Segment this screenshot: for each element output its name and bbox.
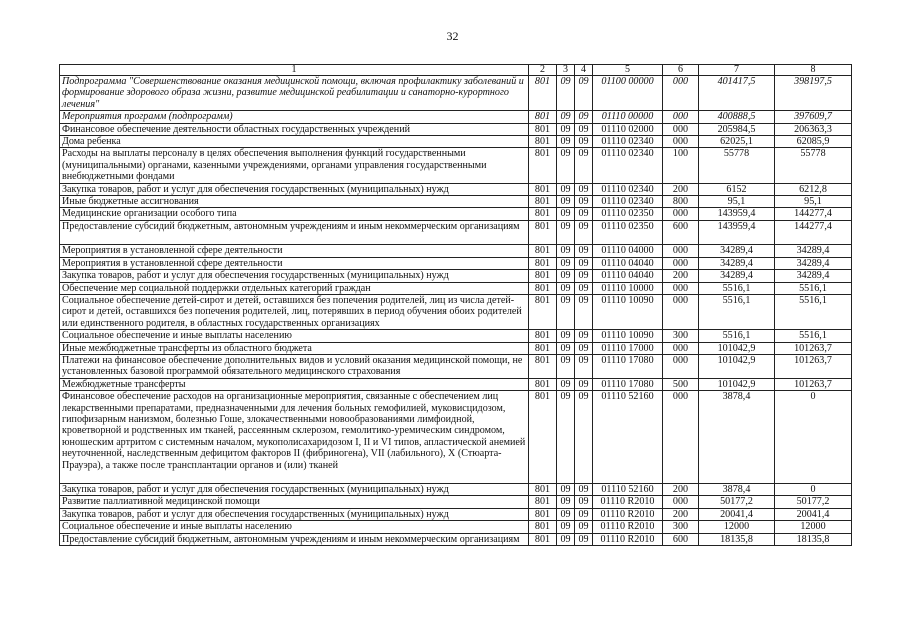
table-body bbox=[60, 76, 852, 546]
row-name-cell: Иные бюджетные ассигнования bbox=[60, 196, 529, 208]
amount-year1-cell: 101042,9 bbox=[699, 342, 775, 354]
table-row bbox=[60, 484, 852, 496]
expense-type-cell: 200 bbox=[663, 508, 699, 520]
table-row bbox=[60, 354, 852, 378]
admin-code-cell: 801 bbox=[529, 282, 557, 294]
amount-year2-cell: 34289,4 bbox=[775, 257, 852, 269]
row-name-cell: Подпрограмма "Совершенствование оказания медицинской помощи, включая профилактику заболеваний и формирование здорового образа жизни, развитие медицинской реабилитации и санаторно-курортного лечения" bbox=[60, 76, 529, 111]
expense-type-cell: 000 bbox=[663, 257, 699, 269]
expense-type-cell: 500 bbox=[663, 378, 699, 390]
target-article-cell: 01110 R2010 bbox=[593, 496, 663, 508]
amount-year2-cell: 34289,4 bbox=[775, 270, 852, 282]
subsection-cell: 09 bbox=[575, 76, 593, 111]
expense-type-cell: 000 bbox=[663, 294, 699, 329]
expense-type-cell: 600 bbox=[663, 220, 699, 244]
table-header bbox=[60, 65, 852, 76]
amount-year2-cell: 5516,1 bbox=[775, 294, 852, 329]
row-name-cell: Медицинские организации особого типа bbox=[60, 208, 529, 220]
amount-year2-cell: 34289,4 bbox=[775, 245, 852, 257]
section-cell: 09 bbox=[557, 111, 575, 123]
table-row bbox=[60, 136, 852, 148]
amount-year2-cell: 62085,9 bbox=[775, 136, 852, 148]
section-cell: 09 bbox=[557, 294, 575, 329]
table-row bbox=[60, 196, 852, 208]
column-header: 5 bbox=[593, 65, 663, 76]
amount-year2-cell: 206363,3 bbox=[775, 123, 852, 135]
section-cell: 09 bbox=[557, 123, 575, 135]
amount-year1-cell: 5516,1 bbox=[699, 330, 775, 342]
section-cell: 09 bbox=[557, 391, 575, 484]
expense-type-cell: 800 bbox=[663, 196, 699, 208]
section-cell: 09 bbox=[557, 183, 575, 195]
row-name-cell: Развитие паллиативной медицинской помощи bbox=[60, 496, 529, 508]
amount-year1-cell: 6152 bbox=[699, 183, 775, 195]
admin-code-cell: 801 bbox=[529, 378, 557, 390]
expense-type-cell: 300 bbox=[663, 330, 699, 342]
column-header: 8 bbox=[775, 65, 852, 76]
subsection-cell: 09 bbox=[575, 136, 593, 148]
subsection-cell: 09 bbox=[575, 294, 593, 329]
subsection-cell: 09 bbox=[575, 245, 593, 257]
amount-year1-cell: 95,1 bbox=[699, 196, 775, 208]
section-cell: 09 bbox=[557, 196, 575, 208]
target-article-cell: 01110 00000 bbox=[593, 111, 663, 123]
subsection-cell: 09 bbox=[575, 196, 593, 208]
admin-code-cell: 801 bbox=[529, 354, 557, 378]
subsection-cell: 09 bbox=[575, 148, 593, 183]
subsection-cell: 09 bbox=[575, 282, 593, 294]
amount-year2-cell: 50177,2 bbox=[775, 496, 852, 508]
subsection-cell: 09 bbox=[575, 220, 593, 244]
subsection-cell: 09 bbox=[575, 521, 593, 533]
expense-type-cell: 000 bbox=[663, 391, 699, 484]
table-row bbox=[60, 270, 852, 282]
section-cell: 09 bbox=[557, 257, 575, 269]
subsection-cell: 09 bbox=[575, 111, 593, 123]
admin-code-cell: 801 bbox=[529, 391, 557, 484]
header-row bbox=[60, 65, 852, 76]
amount-year1-cell: 5516,1 bbox=[699, 282, 775, 294]
amount-year1-cell: 5516,1 bbox=[699, 294, 775, 329]
expense-type-cell: 000 bbox=[663, 111, 699, 123]
target-article-cell: 01110 R2010 bbox=[593, 521, 663, 533]
target-article-cell: 01110 17080 bbox=[593, 378, 663, 390]
amount-year2-cell: 18135,8 bbox=[775, 533, 852, 545]
table-row bbox=[60, 208, 852, 220]
row-name-cell: Мероприятия в установленной сфере деятельности bbox=[60, 245, 529, 257]
expense-type-cell: 200 bbox=[663, 484, 699, 496]
section-cell: 09 bbox=[557, 521, 575, 533]
amount-year1-cell: 55778 bbox=[699, 148, 775, 183]
amount-year1-cell: 143959,4 bbox=[699, 220, 775, 244]
amount-year2-cell: 101263,7 bbox=[775, 378, 852, 390]
target-article-cell: 01100 00000 bbox=[593, 76, 663, 111]
admin-code-cell: 801 bbox=[529, 496, 557, 508]
subsection-cell: 09 bbox=[575, 533, 593, 545]
row-name-cell: Финансовое обеспечение деятельности областных государственных учреждений bbox=[60, 123, 529, 135]
amount-year1-cell: 101042,9 bbox=[699, 354, 775, 378]
row-name-cell: Платежи на финансовое обеспечение дополнительных видов и условий оказания медицинской помощи, не установленных базовой программой обязательного медицинского страхования bbox=[60, 354, 529, 378]
amount-year1-cell: 3878,4 bbox=[699, 484, 775, 496]
subsection-cell: 09 bbox=[575, 183, 593, 195]
row-name-cell: Предоставление субсидий бюджетным, автономным учреждениям и иным некоммерческим организациям bbox=[60, 533, 529, 545]
amount-year2-cell: 5516,1 bbox=[775, 282, 852, 294]
target-article-cell: 01110 04040 bbox=[593, 257, 663, 269]
table-row bbox=[60, 76, 852, 111]
budget-table bbox=[59, 64, 852, 546]
section-cell: 09 bbox=[557, 148, 575, 183]
target-article-cell: 01110 02000 bbox=[593, 123, 663, 135]
table-row bbox=[60, 220, 852, 244]
target-article-cell: 01110 02350 bbox=[593, 220, 663, 244]
expense-type-cell: 000 bbox=[663, 342, 699, 354]
amount-year1-cell: 34289,4 bbox=[699, 257, 775, 269]
target-article-cell: 01110 10090 bbox=[593, 294, 663, 329]
table-row bbox=[60, 282, 852, 294]
subsection-cell: 09 bbox=[575, 391, 593, 484]
table-row bbox=[60, 378, 852, 390]
target-article-cell: 01110 52160 bbox=[593, 391, 663, 484]
expense-type-cell: 300 bbox=[663, 521, 699, 533]
amount-year1-cell: 18135,8 bbox=[699, 533, 775, 545]
admin-code-cell: 801 bbox=[529, 484, 557, 496]
expense-type-cell: 000 bbox=[663, 136, 699, 148]
row-name-cell: Иные межбюджетные трансферты из областного бюджета bbox=[60, 342, 529, 354]
subsection-cell: 09 bbox=[575, 508, 593, 520]
amount-year2-cell: 6212,8 bbox=[775, 183, 852, 195]
amount-year2-cell: 397609,7 bbox=[775, 111, 852, 123]
section-cell: 09 bbox=[557, 484, 575, 496]
amount-year1-cell: 20041,4 bbox=[699, 508, 775, 520]
expense-type-cell: 000 bbox=[663, 208, 699, 220]
table-row bbox=[60, 123, 852, 135]
expense-type-cell: 000 bbox=[663, 282, 699, 294]
table-row bbox=[60, 330, 852, 342]
amount-year2-cell: 95,1 bbox=[775, 196, 852, 208]
table-row bbox=[60, 342, 852, 354]
amount-year1-cell: 205984,5 bbox=[699, 123, 775, 135]
amount-year1-cell: 401417,5 bbox=[699, 76, 775, 111]
target-article-cell: 01110 02340 bbox=[593, 183, 663, 195]
admin-code-cell: 801 bbox=[529, 245, 557, 257]
column-header: 7 bbox=[699, 65, 775, 76]
section-cell: 09 bbox=[557, 208, 575, 220]
subsection-cell: 09 bbox=[575, 257, 593, 269]
amount-year1-cell: 34289,4 bbox=[699, 270, 775, 282]
admin-code-cell: 801 bbox=[529, 508, 557, 520]
table-row bbox=[60, 183, 852, 195]
section-cell: 09 bbox=[557, 342, 575, 354]
target-article-cell: 01110 R2010 bbox=[593, 508, 663, 520]
expense-type-cell: 600 bbox=[663, 533, 699, 545]
table-row bbox=[60, 294, 852, 329]
amount-year2-cell: 20041,4 bbox=[775, 508, 852, 520]
row-name-cell: Закупка товаров, работ и услуг для обеспечения государственных (муниципальных) нужд bbox=[60, 183, 529, 195]
admin-code-cell: 801 bbox=[529, 183, 557, 195]
amount-year1-cell: 400888,5 bbox=[699, 111, 775, 123]
column-header: 4 bbox=[575, 65, 593, 76]
expense-type-cell: 200 bbox=[663, 270, 699, 282]
row-name-cell: Межбюджетные трансферты bbox=[60, 378, 529, 390]
column-header: 2 bbox=[529, 65, 557, 76]
amount-year2-cell: 0 bbox=[775, 391, 852, 484]
row-name-cell: Расходы на выплаты персоналу в целях обеспечения выполнения функций государственными (муниципальными) органами, казенными учреждениями, органами управления государственными внебюджетными фондами bbox=[60, 148, 529, 183]
target-article-cell: 01110 R2010 bbox=[593, 533, 663, 545]
amount-year2-cell: 55778 bbox=[775, 148, 852, 183]
table-row bbox=[60, 496, 852, 508]
row-name-cell: Закупка товаров, работ и услуг для обеспечения государственных (муниципальных) нужд bbox=[60, 270, 529, 282]
amount-year1-cell: 50177,2 bbox=[699, 496, 775, 508]
amount-year1-cell: 101042,9 bbox=[699, 378, 775, 390]
section-cell: 09 bbox=[557, 533, 575, 545]
column-header: 3 bbox=[557, 65, 575, 76]
section-cell: 09 bbox=[557, 220, 575, 244]
admin-code-cell: 801 bbox=[529, 294, 557, 329]
amount-year1-cell: 34289,4 bbox=[699, 245, 775, 257]
target-article-cell: 01110 02350 bbox=[593, 208, 663, 220]
subsection-cell: 09 bbox=[575, 123, 593, 135]
target-article-cell: 01110 10090 bbox=[593, 330, 663, 342]
subsection-cell: 09 bbox=[575, 208, 593, 220]
admin-code-cell: 801 bbox=[529, 76, 557, 111]
admin-code-cell: 801 bbox=[529, 521, 557, 533]
expense-type-cell: 000 bbox=[663, 245, 699, 257]
table-row bbox=[60, 533, 852, 545]
expense-type-cell: 000 bbox=[663, 76, 699, 111]
subsection-cell: 09 bbox=[575, 342, 593, 354]
amount-year2-cell: 0 bbox=[775, 484, 852, 496]
amount-year2-cell: 398197,5 bbox=[775, 76, 852, 111]
column-header: 1 bbox=[60, 65, 529, 76]
row-name-cell: Мероприятия в установленной сфере деятельности bbox=[60, 257, 529, 269]
amount-year1-cell: 12000 bbox=[699, 521, 775, 533]
table-row bbox=[60, 508, 852, 520]
row-name-cell: Закупка товаров, работ и услуг для обеспечения государственных (муниципальных) нужд bbox=[60, 508, 529, 520]
row-name-cell: Социальное обеспечение детей-сирот и детей, оставшихся без попечения родителей, лиц из числа детей-сирот и детей, оставшихся без попечения родителей, лиц, потерявших в период обучения обоих родителей или единственного родителя, в областных государственных организациях bbox=[60, 294, 529, 329]
amount-year2-cell: 144277,4 bbox=[775, 220, 852, 244]
section-cell: 09 bbox=[557, 76, 575, 111]
admin-code-cell: 801 bbox=[529, 196, 557, 208]
subsection-cell: 09 bbox=[575, 496, 593, 508]
target-article-cell: 01110 04040 bbox=[593, 270, 663, 282]
amount-year1-cell: 62025,1 bbox=[699, 136, 775, 148]
row-name-cell: Дома ребенка bbox=[60, 136, 529, 148]
admin-code-cell: 801 bbox=[529, 208, 557, 220]
table-row bbox=[60, 148, 852, 183]
admin-code-cell: 801 bbox=[529, 533, 557, 545]
expense-type-cell: 000 bbox=[663, 354, 699, 378]
section-cell: 09 bbox=[557, 354, 575, 378]
section-cell: 09 bbox=[557, 270, 575, 282]
target-article-cell: 01110 17080 bbox=[593, 354, 663, 378]
admin-code-cell: 801 bbox=[529, 342, 557, 354]
expense-type-cell: 000 bbox=[663, 123, 699, 135]
admin-code-cell: 801 bbox=[529, 111, 557, 123]
amount-year2-cell: 5516,1 bbox=[775, 330, 852, 342]
target-article-cell: 01110 02340 bbox=[593, 148, 663, 183]
target-article-cell: 01110 02340 bbox=[593, 196, 663, 208]
section-cell: 09 bbox=[557, 496, 575, 508]
column-header: 6 bbox=[663, 65, 699, 76]
section-cell: 09 bbox=[557, 508, 575, 520]
subsection-cell: 09 bbox=[575, 270, 593, 282]
admin-code-cell: 801 bbox=[529, 220, 557, 244]
subsection-cell: 09 bbox=[575, 378, 593, 390]
amount-year2-cell: 12000 bbox=[775, 521, 852, 533]
admin-code-cell: 801 bbox=[529, 257, 557, 269]
page-number: 32 bbox=[446, 29, 459, 43]
table-row bbox=[60, 257, 852, 269]
expense-type-cell: 000 bbox=[663, 496, 699, 508]
expense-type-cell: 100 bbox=[663, 148, 699, 183]
amount-year2-cell: 101263,7 bbox=[775, 342, 852, 354]
section-cell: 09 bbox=[557, 245, 575, 257]
row-name-cell: Финансовое обеспечение расходов на организационные мероприятия, связанные с обеспечением лиц лекарственными препаратами, предназначенными для лечения больных гемофилией, муковисцидозом, гипофизарным нанизмом, болезнью Гоше, злокачественными новообразованиями лимфоидной, кроветворной и родственных им тканей, рассеянным склерозом, гемолитико-уремическим синдромом, юношеским артритом с системным началом, мукополисахаридозом I, II и VI типов, апластической анемией неуточненной, наследственным дефицитом факторов II (фибриногена), VII (лабильного), X (Стюарта-Прауэра), а также после трансплантации органов и (или) тканей bbox=[60, 391, 529, 484]
subsection-cell: 09 bbox=[575, 354, 593, 378]
admin-code-cell: 801 bbox=[529, 136, 557, 148]
row-name-cell: Социальное обеспечение и иные выплаты населению bbox=[60, 521, 529, 533]
target-article-cell: 01110 17000 bbox=[593, 342, 663, 354]
table-row bbox=[60, 521, 852, 533]
row-name-cell: Мероприятия программ (подпрограмм) bbox=[60, 111, 529, 123]
target-article-cell: 01110 10000 bbox=[593, 282, 663, 294]
row-name-cell: Закупка товаров, работ и услуг для обеспечения государственных (муниципальных) нужд bbox=[60, 484, 529, 496]
target-article-cell: 01110 52160 bbox=[593, 484, 663, 496]
table-row bbox=[60, 391, 852, 484]
row-name-cell: Предоставление субсидий бюджетным, автономным учреждениям и иным некоммерческим организациям bbox=[60, 220, 529, 244]
row-name-cell: Социальное обеспечение и иные выплаты населению bbox=[60, 330, 529, 342]
section-cell: 09 bbox=[557, 378, 575, 390]
target-article-cell: 01110 04000 bbox=[593, 245, 663, 257]
subsection-cell: 09 bbox=[575, 484, 593, 496]
section-cell: 09 bbox=[557, 330, 575, 342]
expense-type-cell: 200 bbox=[663, 183, 699, 195]
table-row bbox=[60, 111, 852, 123]
admin-code-cell: 801 bbox=[529, 123, 557, 135]
table-row bbox=[60, 245, 852, 257]
section-cell: 09 bbox=[557, 136, 575, 148]
section-cell: 09 bbox=[557, 282, 575, 294]
amount-year1-cell: 3878,4 bbox=[699, 391, 775, 484]
admin-code-cell: 801 bbox=[529, 270, 557, 282]
row-name-cell: Обеспечение мер социальной поддержки отдельных категорий граждан bbox=[60, 282, 529, 294]
admin-code-cell: 801 bbox=[529, 330, 557, 342]
target-article-cell: 01110 02340 bbox=[593, 136, 663, 148]
amount-year2-cell: 101263,7 bbox=[775, 354, 852, 378]
subsection-cell: 09 bbox=[575, 330, 593, 342]
admin-code-cell: 801 bbox=[529, 148, 557, 183]
amount-year2-cell: 144277,4 bbox=[775, 208, 852, 220]
amount-year1-cell: 143959,4 bbox=[699, 208, 775, 220]
